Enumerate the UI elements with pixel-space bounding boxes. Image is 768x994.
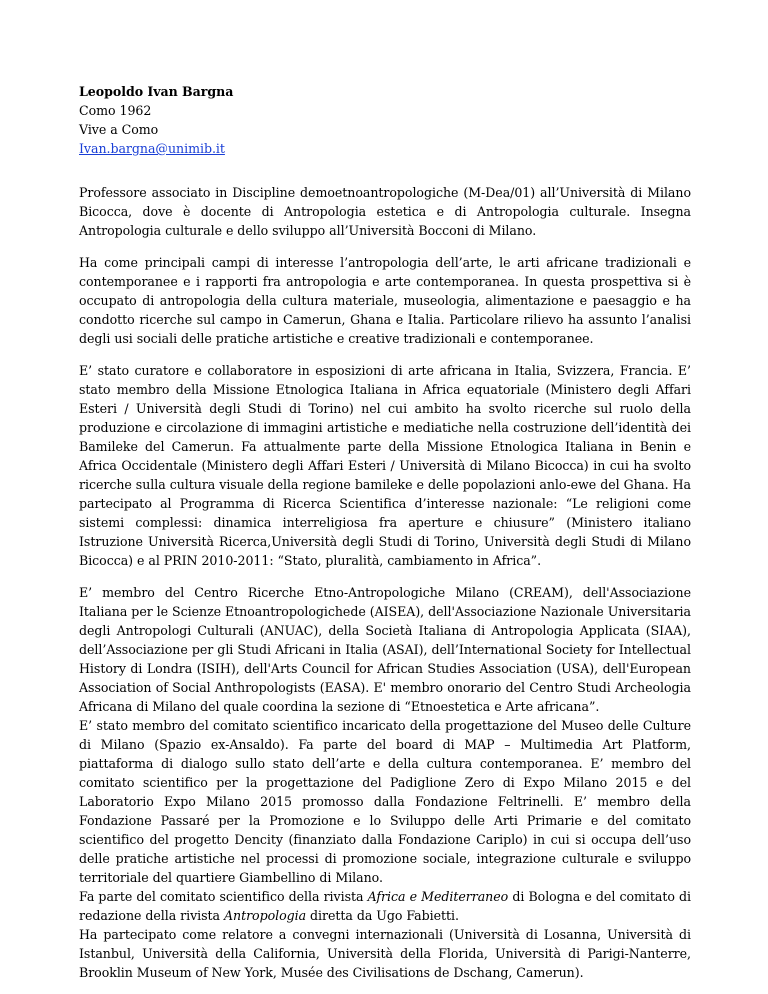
journals-text-a: Fa parte del comitato scientifico della rivista bbox=[79, 889, 368, 904]
journals-text-b: di Bologna e del comitato di redazione della rivista bbox=[79, 889, 691, 923]
paragraph-conferences: Ha partecipato come relatore a convegni internazionali (Università di Losanna, Università di Istanbul, Università della California, Università della Florida, Università di Parigi-Nanterre, Brooklin Museum of New York, Musée des Civilisations de Dschang, Camerun). bbox=[79, 927, 691, 980]
residence-info: Vive a Como bbox=[79, 122, 159, 137]
spacer bbox=[79, 158, 691, 183]
paragraph-journals bbox=[79, 887, 691, 925]
paragraph-memberships: E’ membro del Centro Ricerche Etno-Antropologiche Milano (CREAM), dell'Associazione Italiana per le Scienze Etnoantropologichede (AISEA), dell'Associazione Nazionale Universitaria degli Antropologi Culturali (ANUAC), della Società Italiana di Antropologia Applicata (SIAA), dell’Associazione per gli Studi Africani in Italia (ASAI), dell’International Society for Intellectual History di Londra (ISIH), dell'Arts Council for African Studies Association (USA), dell'European Association of Social Anthropologists (EASA). E' membro onorario del Centro Studi Archeologia Africana di Milano del quale coordina la sezione di “Etnoestetica e Arte africana”. bbox=[79, 585, 691, 714]
journal-title-antropologia: Antropologia bbox=[223, 908, 307, 923]
email-link[interactable]: Ivan.bargna@unimib.it bbox=[79, 141, 225, 156]
author-name: Leopoldo Ivan Bargna bbox=[79, 84, 234, 99]
birth-info: Como 1962 bbox=[79, 103, 152, 118]
paragraph-interests: Ha come principali campi di interesse l’antropologia dell’arte, le arti africane tradizionali e contemporanee e i rapporti fra antropologia e arte contemporanea. In questa prospettiva si è occupato di antropologia della cultura materiale, museologia, alimentazione e paesaggio e ha condotto ricerche sul campo in Camerun, Ghana e Italia. Particolare rilievo ha assunto l’analisi degli usi sociali delle pratiche artistiche e creative tradizionali e contemporanee. bbox=[79, 255, 691, 346]
paragraph-committees: E’ stato membro del comitato scientifico incaricato della progettazione del Museo delle Culture di Milano (Spazio ex-Ansaldo). Fa parte del board di MAP – Multimedia Art Platform, piattaforma di dialogo sullo stato dell’arte e della cultura contemporanea. E’ membro del comitato scientifico per la progettazione del Padiglione Zero di Expo Milano 2015 e del Laboratorio Expo Milano 2015 promosso dalla Fondazione Feltrinelli. E’ membro della Fondazione Passaré per la Promozione e lo Sviluppo delle Arti Primarie e del comitato scientifico del progetto Dencity (finanziato dalla Fondazione Cariplo) in cui si occupa dell’uso delle pratiche artistiche nel processi di promozione sociale, integrazione culturale e sviluppo territoriale del quartiere Giambellino di Milano. bbox=[79, 718, 691, 885]
document-page bbox=[79, 82, 691, 982]
journal-title-africa: Africa e Mediterraneo bbox=[367, 889, 509, 904]
paragraph-position: Professore associato in Discipline demoetnoantropologiche (M-Dea/01) all’Università di Milano Bicocca, dove è docente di Antropologia estetica e di Antropologia culturale. Insegna Antropologia culturale e dello sviluppo all’Università Bocconi di Milano. bbox=[79, 185, 691, 238]
paragraph-missions: E’ stato curatore e collaboratore in esposizioni di arte africana in Italia, Svizzera, Francia. E’ stato membro della Missione Etnologica Italiana in Africa equatoriale (Ministero degli Affari Esteri / Università degli Studi di Torino) nel cui ambito ha svolto ricerche sul ruolo della produzione e circolazione di immagini artistiche e mediatiche nella costruzione dell’identità dei Bamileke del Camerun. Fa attualmente parte della Missione Etnologica Italiana in Benin e Africa Occidentale (Ministero degli Affari Esteri / Università di Milano Bicocca) in cui ha svolto ricerche sulla cultura visuale della regione bamileke e delle popolazioni anlo-ewe del Ghana. Ha partecipato al Programma di Ricerca Scientifica d’interesse nazionale: “Le religioni come sistemi complessi: dinamica interreligiosa fra aperture e chiusure” (Ministero italiano Istruzione Università Ricerca,Università degli Studi di Torino, Università degli Studi di Milano Bicocca) e al PRIN 2010-2011: “Stato, pluralità, cambiamento in Africa”. bbox=[79, 363, 691, 568]
journals-text-c: diretta da Ugo Fabietti. bbox=[306, 908, 459, 923]
